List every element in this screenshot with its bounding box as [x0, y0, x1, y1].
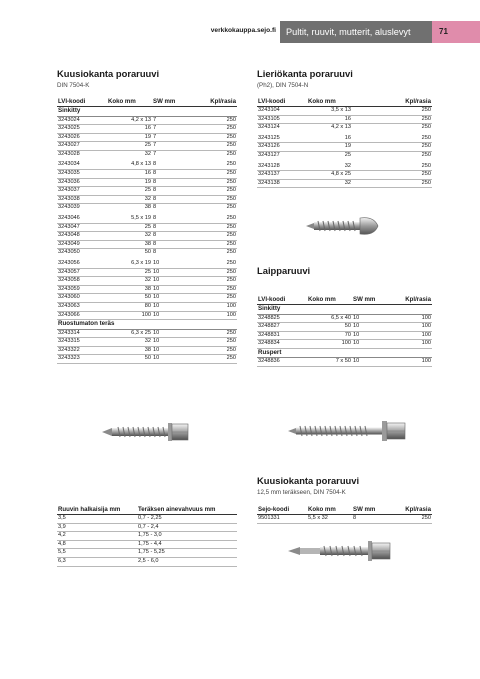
table-cell: 10: [152, 346, 192, 355]
table-cell: 8: [152, 170, 192, 179]
hex-drill-screw-image: [100, 418, 192, 446]
lieriokanta-table: [257, 97, 432, 188]
table-cell: 5,5 x 32: [307, 515, 352, 524]
table-cell: 1,75 - 5,25: [137, 549, 237, 558]
table-cell: 6,3: [57, 557, 137, 566]
col-sejo-koodi: Sejo-koodi: [257, 505, 307, 515]
col-teraksen-ainevahvuus: Teräksen ainevahvuus mm: [137, 505, 237, 515]
laipparuuvi-table: [257, 295, 432, 367]
col-sw: SW mm: [352, 295, 387, 305]
table-row: [257, 143, 432, 152]
table-cell: [352, 161, 387, 171]
section-row: [57, 107, 237, 117]
section-label: Sinkitty: [57, 107, 237, 117]
table-row: [57, 523, 237, 532]
table-cell: 10: [352, 340, 387, 349]
table-cell: 100: [192, 302, 237, 311]
table-row: [257, 179, 432, 188]
table-row: [57, 204, 237, 214]
table-cell: 50: [107, 294, 152, 303]
table-cell: 38: [107, 204, 152, 214]
table-row: [257, 133, 432, 143]
site-url: verkkokauppa.sejo.fi: [210, 27, 276, 34]
table-row: [57, 346, 237, 355]
col-koko: Koko mm: [307, 295, 352, 305]
table-cell: 50: [107, 249, 152, 259]
table-cell: 3,9: [57, 523, 137, 532]
col-empty: [352, 97, 387, 107]
pan-head-drill-screw-image: [304, 212, 384, 240]
table-cell: 4,8: [57, 540, 137, 549]
table-cell: 3243035: [57, 170, 107, 179]
table-cell: 3243104: [257, 107, 307, 116]
table-cell: 3248831: [257, 331, 307, 340]
table-cell: 10: [152, 302, 192, 311]
table-cell: 80: [107, 302, 152, 311]
table-cell: 10: [152, 277, 192, 286]
table-cell: 3243025: [57, 125, 107, 134]
table-row: [57, 125, 237, 134]
table-cell: [352, 133, 387, 143]
table-cell: 3243047: [57, 223, 107, 232]
table-cell: 250: [192, 285, 237, 294]
table-row: [257, 115, 432, 124]
table-cell: 25: [307, 151, 352, 161]
table-cell: 32: [107, 195, 152, 204]
table-row: [257, 331, 432, 340]
table-row: [57, 277, 237, 286]
table-cell: 250: [192, 195, 237, 204]
table-cell: 3243056: [57, 259, 107, 269]
table-cell: 3243037: [57, 187, 107, 196]
table-cell: 100: [307, 340, 352, 349]
table-cell: 8: [152, 204, 192, 214]
table-cell: 10: [152, 268, 192, 277]
col-lvi-koodi: LVI-koodi: [57, 97, 107, 107]
table-cell: 3243066: [57, 311, 107, 320]
table-cell: 250: [192, 204, 237, 214]
table-row: [57, 214, 237, 224]
table-cell: 3243027: [57, 142, 107, 151]
table-row: [57, 195, 237, 204]
table-cell: 0,7 - 2,25: [137, 515, 237, 524]
table-cell: 7: [152, 125, 192, 134]
table-cell: 4,2 x 13: [107, 116, 152, 125]
table-cell: 3243126: [257, 143, 307, 152]
table-cell: 6,3 x 19: [107, 259, 152, 269]
table-cell: [352, 124, 387, 134]
table-cell: 3243125: [257, 133, 307, 143]
col-kpl-rasia: Kpl/rasia: [387, 295, 432, 305]
table-cell: 3243124: [257, 124, 307, 134]
table-cell: 70: [307, 331, 352, 340]
table-cell: 25: [107, 223, 152, 232]
table-cell: 250: [192, 329, 237, 338]
table-row: [257, 340, 432, 349]
table-cell: 250: [192, 150, 237, 160]
table-row: [257, 314, 432, 323]
section-label: Ruspert: [257, 348, 432, 358]
table-cell: 250: [192, 346, 237, 355]
table-cell: 250: [387, 515, 432, 524]
table-cell: 10: [352, 323, 387, 332]
table-cell: 5,5: [57, 549, 137, 558]
table-cell: 32: [107, 277, 152, 286]
table-cell: 7: [152, 116, 192, 125]
table-cell: 16: [107, 125, 152, 134]
table-cell: 50: [307, 323, 352, 332]
table-cell: 32: [107, 338, 152, 347]
table-cell: 16: [307, 115, 352, 124]
kuusiokanta-title: Kuusiokanta poraruuvi: [57, 68, 160, 79]
section-label: Ruostumaton teräs: [57, 320, 237, 330]
table-cell: [352, 107, 387, 116]
table-cell: 32: [307, 161, 352, 171]
table-cell: 100: [107, 311, 152, 320]
table-row: [57, 259, 237, 269]
table-cell: 9501331: [257, 515, 307, 524]
table-cell: 250: [192, 160, 237, 170]
table-cell: 5,5 x 19: [107, 214, 152, 224]
table-cell: 4,8 x 13: [107, 160, 152, 170]
table-cell: 3243058: [57, 277, 107, 286]
lieriokanta-subtitle: (Ph2), DIN 7504-N: [257, 82, 309, 89]
table-cell: 10: [352, 358, 387, 367]
table-cell: 250: [192, 214, 237, 224]
table-cell: [352, 171, 387, 180]
table-row: [257, 124, 432, 134]
table-cell: 3248825: [257, 314, 307, 323]
table-cell: 250: [387, 107, 432, 116]
kuusiokanta-subtitle: DIN 7504-K: [57, 82, 90, 89]
kuusiokanta-125-subtitle: 12,5 mm teräkseen, DIN 7504-K: [257, 489, 346, 496]
col-koko: Koko mm: [307, 97, 352, 107]
table-cell: 19: [307, 143, 352, 152]
table-cell: 3243105: [257, 115, 307, 124]
table-cell: 50: [107, 355, 152, 364]
table-cell: 10: [152, 355, 192, 364]
table-cell: 38: [107, 240, 152, 249]
table-row: [57, 170, 237, 179]
table-cell: 3243060: [57, 294, 107, 303]
table-row: [57, 532, 237, 541]
table-cell: 250: [192, 133, 237, 142]
col-ruuvin-halkaisija: Ruuvin halkaisija mm: [57, 505, 137, 515]
table-cell: 250: [192, 355, 237, 364]
table-cell: 100: [192, 311, 237, 320]
table-cell: 19: [107, 178, 152, 187]
table-cell: 8: [152, 214, 192, 224]
table-cell: 8: [152, 249, 192, 259]
table-cell: 250: [387, 115, 432, 124]
table-cell: 7 x 50: [307, 358, 352, 367]
table-row: [57, 557, 237, 566]
table-row: [57, 311, 237, 320]
table-cell: [352, 115, 387, 124]
table-cell: 3243063: [57, 302, 107, 311]
table-cell: 3243322: [57, 346, 107, 355]
table-row: [57, 187, 237, 196]
table-cell: 10: [352, 331, 387, 340]
table-cell: 3248834: [257, 340, 307, 349]
table-cell: 8: [152, 240, 192, 249]
table-row: [57, 302, 237, 311]
table-row: [57, 240, 237, 249]
table-cell: 3243036: [57, 178, 107, 187]
table-cell: 3,5 x 13: [307, 107, 352, 116]
table-cell: 3248836: [257, 358, 307, 367]
table-cell: 0,7 - 2,4: [137, 523, 237, 532]
table-cell: 3243034: [57, 160, 107, 170]
table-cell: [352, 143, 387, 152]
table-row: [57, 549, 237, 558]
col-kpl-rasia: Kpl/rasia: [387, 97, 432, 107]
col-lvi-koodi: LVI-koodi: [257, 295, 307, 305]
table-cell: 250: [192, 277, 237, 286]
table-cell: 8: [152, 160, 192, 170]
table-cell: 250: [387, 171, 432, 180]
flange-screw-image: [286, 418, 410, 444]
table-cell: 25: [107, 142, 152, 151]
kuusiokanta-125-table: [257, 505, 432, 524]
section-row: [57, 320, 237, 330]
section-row: [257, 305, 432, 315]
table-row: [257, 161, 432, 171]
table-cell: 250: [387, 151, 432, 161]
kuusiokanta-125-title: Kuusiokanta poraruuvi: [257, 475, 360, 486]
table-cell: 250: [192, 178, 237, 187]
table-cell: 10: [152, 311, 192, 320]
table-cell: 250: [192, 223, 237, 232]
table-cell: 250: [387, 124, 432, 134]
section-row: [257, 348, 432, 358]
table-cell: 8: [152, 195, 192, 204]
table-cell: 38: [107, 285, 152, 294]
table-cell: 6,3 x 25: [107, 329, 152, 338]
table-cell: 4,2 x 13: [307, 124, 352, 134]
table-row: [57, 178, 237, 187]
col-kpl-rasia: Kpl/rasia: [387, 505, 432, 515]
col-kpl-rasia: Kpl/rasia: [192, 97, 237, 107]
table-cell: 250: [192, 338, 237, 347]
table-cell: [352, 179, 387, 188]
table-row: [257, 171, 432, 180]
table-cell: 10: [152, 294, 192, 303]
table-cell: 32: [307, 179, 352, 188]
table-cell: 2,5 - 6,0: [137, 557, 237, 566]
table-cell: 1,75 - 3,0: [137, 532, 237, 541]
table-row: [257, 323, 432, 332]
table-cell: 250: [192, 294, 237, 303]
table-cell: 250: [192, 249, 237, 259]
table-cell: 250: [192, 125, 237, 134]
table-cell: 7: [152, 150, 192, 160]
table-cell: 3243024: [57, 116, 107, 125]
table-row: [57, 142, 237, 151]
table-cell: 3243128: [257, 161, 307, 171]
table-cell: 3243039: [57, 204, 107, 214]
table-row: [57, 355, 237, 364]
table-cell: 100: [387, 331, 432, 340]
section-header: Pultit, ruuvit, mutterit, aluslevyt: [280, 21, 432, 43]
table-row: [57, 249, 237, 259]
table-row: [57, 338, 237, 347]
table-cell: 1,75 - 4,4: [137, 540, 237, 549]
kuusiokanta-table: [57, 97, 237, 364]
col-lvi-koodi: LVI-koodi: [257, 97, 307, 107]
table-cell: 25: [107, 268, 152, 277]
table-row: [257, 151, 432, 161]
table-cell: 10: [152, 285, 192, 294]
table-cell: 3243315: [57, 338, 107, 347]
table-row: [57, 160, 237, 170]
table-cell: 8: [152, 232, 192, 241]
table-cell: 6,5 x 40: [307, 314, 352, 323]
table-cell: 8: [152, 187, 192, 196]
table-row: [57, 329, 237, 338]
table-cell: 100: [387, 323, 432, 332]
table-row: [257, 107, 432, 116]
table-row: [257, 515, 432, 524]
material-thickness-table: [57, 505, 237, 567]
table-cell: 100: [387, 314, 432, 323]
table-cell: 8: [152, 223, 192, 232]
table-cell: 4,8 x 25: [307, 171, 352, 180]
table-cell: 250: [192, 268, 237, 277]
hex-drill-screw-125-image: [286, 537, 394, 565]
table-cell: 4,2: [57, 532, 137, 541]
table-cell: 3243048: [57, 232, 107, 241]
table-row: [57, 223, 237, 232]
table-row: [57, 116, 237, 125]
table-row: [57, 294, 237, 303]
table-cell: 3243046: [57, 214, 107, 224]
table-row: [257, 358, 432, 367]
table-cell: 3243026: [57, 133, 107, 142]
section-label: Sinkitty: [257, 305, 432, 315]
table-cell: 250: [387, 179, 432, 188]
table-cell: 3248827: [257, 323, 307, 332]
table-cell: 8: [352, 515, 387, 524]
table-cell: [352, 151, 387, 161]
table-cell: 3243049: [57, 240, 107, 249]
table-row: [57, 133, 237, 142]
table-cell: 19: [107, 133, 152, 142]
table-cell: 250: [192, 116, 237, 125]
table-cell: 250: [387, 133, 432, 143]
table-cell: 3243059: [57, 285, 107, 294]
table-cell: 16: [107, 170, 152, 179]
page-number: 71: [432, 21, 480, 43]
table-cell: 16: [307, 133, 352, 143]
col-koko: Koko mm: [307, 505, 352, 515]
table-row: [57, 150, 237, 160]
col-sw: SW mm: [152, 97, 192, 107]
table-cell: 7: [152, 133, 192, 142]
table-cell: 10: [352, 314, 387, 323]
table-cell: 32: [107, 232, 152, 241]
table-cell: 3243314: [57, 329, 107, 338]
table-cell: 8: [152, 178, 192, 187]
table-cell: 3243057: [57, 268, 107, 277]
table-row: [57, 285, 237, 294]
table-cell: 32: [107, 150, 152, 160]
lieriokanta-title: Lieriökanta poraruuvi: [257, 68, 353, 79]
table-cell: 3243127: [257, 151, 307, 161]
table-cell: 3243050: [57, 249, 107, 259]
table-cell: 10: [152, 338, 192, 347]
table-row: [57, 232, 237, 241]
table-cell: 250: [192, 232, 237, 241]
col-sw: SW mm: [352, 505, 387, 515]
table-cell: 250: [192, 142, 237, 151]
table-cell: 25: [107, 187, 152, 196]
table-cell: 250: [192, 170, 237, 179]
table-cell: 3243137: [257, 171, 307, 180]
table-cell: 250: [387, 143, 432, 152]
table-cell: 250: [192, 259, 237, 269]
table-cell: 100: [387, 340, 432, 349]
table-cell: 10: [152, 329, 192, 338]
table-cell: 38: [107, 346, 152, 355]
table-cell: 250: [192, 187, 237, 196]
table-cell: 3243038: [57, 195, 107, 204]
table-cell: 3243028: [57, 150, 107, 160]
table-cell: 10: [152, 259, 192, 269]
table-cell: 7: [152, 142, 192, 151]
table-cell: 250: [387, 161, 432, 171]
table-cell: 3,5: [57, 515, 137, 524]
laipparuuvi-title: Laipparuuvi: [257, 265, 311, 276]
table-cell: 3243323: [57, 355, 107, 364]
table-row: [57, 515, 237, 524]
table-cell: 100: [387, 358, 432, 367]
table-row: [57, 540, 237, 549]
col-koko: Koko mm: [107, 97, 152, 107]
table-row: [57, 268, 237, 277]
table-cell: 3243138: [257, 179, 307, 188]
table-cell: 250: [192, 240, 237, 249]
